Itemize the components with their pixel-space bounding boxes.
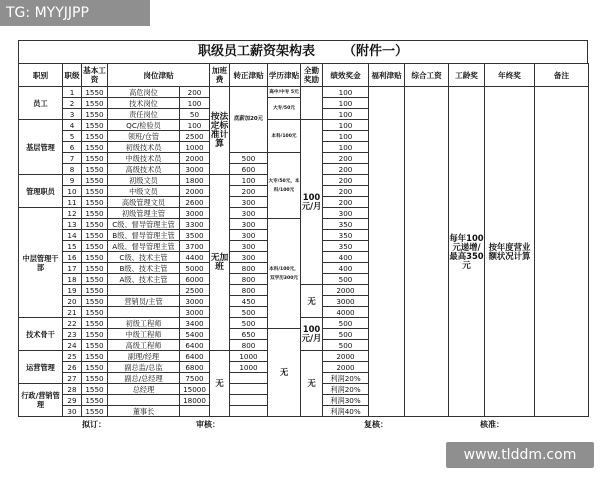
group-admin-sales: 行政/营销管理 (19, 384, 63, 417)
base-cell: 1550 (82, 395, 108, 406)
position-allowance-cell: 18000 (180, 395, 210, 406)
position-allowance-cell: 2500 (180, 285, 210, 296)
position-allowance-cell: 6800 (180, 362, 210, 373)
base-cell: 1550 (82, 164, 108, 175)
regular-allowance-cell: 800 (230, 263, 268, 274)
position-allowance-cell: 3500 (180, 230, 210, 241)
position-allowance-cell: 3000 (180, 208, 210, 219)
base-cell: 1550 (82, 109, 108, 120)
base-cell: 1550 (82, 142, 108, 153)
level-cell: 15 (63, 241, 82, 252)
performance-cell: 200 (323, 197, 369, 208)
level-cell: 27 (63, 373, 82, 384)
position-allowance-cell: 3300 (180, 219, 210, 230)
base-cell: 1550 (82, 340, 108, 351)
level-cell: 18 (63, 274, 82, 285)
position-allowance-cell: 3400 (180, 318, 210, 329)
reg-note: 底薪加20元 (230, 87, 268, 153)
position-allowance-cell: 3000 (180, 307, 210, 318)
position-cell: 初级工程师 (108, 318, 180, 329)
header-education-allowance: 学历津贴 (268, 64, 301, 87)
performance-cell: 100 (323, 131, 369, 142)
header-regular-allowance: 转正津贴 (230, 64, 268, 87)
performance-cell: 500 (323, 274, 369, 285)
position-cell: 中级技术员 (108, 153, 180, 164)
group-mid-mgmt: 中层管理干部 (19, 208, 63, 318)
level-cell: 2 (63, 98, 82, 109)
regular-allowance-cell: 500 (230, 153, 268, 164)
regular-allowance-cell: 300 (230, 252, 268, 263)
position-cell (108, 395, 180, 406)
base-cell: 1550 (82, 307, 108, 318)
base-cell: 1550 (82, 329, 108, 340)
base-cell: 1550 (82, 274, 108, 285)
header-row (19, 64, 589, 87)
regular-allowance-cell: 200 (230, 186, 268, 197)
performance-cell: 200 (323, 153, 369, 164)
performance-cell: 100 (323, 142, 369, 153)
regular-allowance-cell: 800 (230, 274, 268, 285)
performance-cell: 500 (323, 329, 369, 340)
position-allowance-cell: 5400 (180, 329, 210, 340)
level-cell: 29 (63, 395, 82, 406)
edu-1: 高中/中专 5元 (268, 87, 301, 98)
watermark-bottom: www.tlddm.com (446, 442, 594, 468)
position-cell: 中级工程师 (108, 329, 180, 340)
position-cell: B级、技术主管 (108, 263, 180, 274)
position-cell: 高危岗位 (108, 87, 180, 98)
position-cell: 高级工程师 (108, 340, 180, 351)
watermark-top: TG: MYYJJPP (0, 0, 150, 26)
edu-4: 大专/50元，本科/100元 (268, 153, 301, 219)
position-allowance-cell (180, 406, 210, 417)
header-rank: 职别 (19, 64, 63, 87)
position-allowance-cell: 6400 (180, 340, 210, 351)
position-cell: 领班/仓管 (108, 131, 180, 142)
level-cell: 19 (63, 285, 82, 296)
level-cell: 3 (63, 109, 82, 120)
header-total: 综合工资 (405, 64, 449, 87)
level-cell: 1 (63, 87, 82, 98)
level-cell: 16 (63, 252, 82, 263)
remark-col (535, 87, 589, 417)
performance-cell: 利润40% (323, 406, 369, 417)
position-allowance-cell: 3000 (180, 164, 210, 175)
position-cell: 副总/总经理 (108, 373, 180, 384)
welfare-col (369, 87, 405, 417)
position-cell: C级、督导管理主管 (108, 219, 180, 230)
level-cell: 11 (63, 197, 82, 208)
group-mgmt-clerk: 管理职员 (19, 175, 63, 208)
level-cell: 9 (63, 175, 82, 186)
performance-cell: 350 (323, 219, 369, 230)
seniority-col: 每年100元递增/最高350元 (449, 87, 485, 417)
signature-footer (18, 417, 588, 431)
att-2: 无 (301, 285, 323, 318)
group-staff: 员工 (19, 87, 63, 120)
position-allowance-cell: 1000 (180, 142, 210, 153)
base-cell: 1550 (82, 153, 108, 164)
header-annual: 年终奖 (485, 64, 535, 87)
position-cell: C级、技术主管 (108, 252, 180, 263)
level-cell: 12 (63, 208, 82, 219)
att-cell (301, 87, 323, 120)
level-cell: 14 (63, 230, 82, 241)
position-allowance-cell: 2600 (180, 197, 210, 208)
position-allowance-cell: 6000 (180, 274, 210, 285)
performance-cell: 利润30% (323, 395, 369, 406)
regular-allowance-cell (230, 373, 268, 384)
regular-allowance-cell: 300 (230, 197, 268, 208)
base-cell: 1550 (82, 241, 108, 252)
position-cell: 中级文员 (108, 186, 180, 197)
performance-cell: 350 (323, 241, 369, 252)
header-seniority: 工龄奖 (449, 64, 485, 87)
level-cell: 20 (63, 296, 82, 307)
att-4: 无 (301, 351, 323, 417)
group-grassroots: 基层管理 (19, 120, 63, 175)
edu-2: 大专/50元 (268, 98, 301, 120)
performance-cell: 350 (323, 230, 369, 241)
level-cell: 24 (63, 340, 82, 351)
performance-cell: 400 (323, 252, 369, 263)
performance-cell: 200 (323, 175, 369, 186)
regular-allowance-cell: 500 (230, 307, 268, 318)
position-cell: 高级管理文员 (108, 197, 180, 208)
position-cell: 高级技术员 (108, 164, 180, 175)
base-cell: 1550 (82, 230, 108, 241)
position-cell: A级、督导管理主管 (108, 241, 180, 252)
annual-col: 按年度营业额状况计算 (485, 87, 535, 417)
position-allowance-cell: 2000 (180, 153, 210, 164)
title-text: 职级员工薪资架构表 (197, 44, 315, 59)
base-cell: 1550 (82, 318, 108, 329)
sheet-title (18, 40, 588, 63)
footer-approved: 核准： (480, 420, 504, 429)
base-cell: 1550 (82, 384, 108, 395)
regular-allowance-cell: 1000 (230, 362, 268, 373)
regular-allowance-cell (230, 406, 268, 417)
overtime-top: 按法定标准计算 (210, 87, 230, 175)
performance-cell: 300 (323, 208, 369, 219)
level-cell: 21 (63, 307, 82, 318)
base-cell: 1550 (82, 120, 108, 131)
performance-cell: 500 (323, 318, 369, 329)
position-cell: 初级技术员 (108, 142, 180, 153)
base-cell: 1550 (82, 285, 108, 296)
performance-cell: 100 (323, 120, 369, 131)
regular-allowance-cell: 1000 (230, 351, 268, 362)
position-allowance-cell: 3700 (180, 241, 210, 252)
base-cell: 1550 (82, 131, 108, 142)
position-cell: B级、督导管理主管 (108, 230, 180, 241)
performance-cell: 100 (323, 87, 369, 98)
level-cell: 26 (63, 362, 82, 373)
total-col (405, 87, 449, 417)
edu-5: 本科/100元，双学历300元 (268, 219, 301, 329)
header-welfare: 福利津贴 (369, 64, 405, 87)
position-allowance-cell: 6400 (180, 351, 210, 362)
header-attendance-bonus: 全勤奖励 (301, 64, 323, 87)
base-cell: 1550 (82, 373, 108, 384)
position-cell: 技术岗位 (108, 98, 180, 109)
footer-rechecked: 复核： (364, 420, 388, 429)
level-cell: 17 (63, 263, 82, 274)
performance-cell: 500 (323, 340, 369, 351)
position-allowance-cell: 100 (180, 98, 210, 109)
header-level: 职级 (63, 64, 82, 87)
base-cell: 1550 (82, 296, 108, 307)
base-cell: 1550 (82, 362, 108, 373)
performance-cell: 100 (323, 109, 369, 120)
overtime-mid: 无加班 (210, 175, 230, 351)
base-cell: 1550 (82, 351, 108, 362)
performance-cell: 利润20% (323, 384, 369, 395)
position-cell: 副总监/总监 (108, 362, 180, 373)
position-allowance-cell: 15000 (180, 384, 210, 395)
level-cell: 30 (63, 406, 82, 417)
level-cell: 6 (63, 142, 82, 153)
position-cell: A级、技术主管 (108, 274, 180, 285)
base-cell: 1550 (82, 87, 108, 98)
regular-allowance-cell (230, 395, 268, 406)
position-allowance-cell: 7500 (180, 373, 210, 384)
performance-cell: 200 (323, 186, 369, 197)
header-position-allowance: 岗位津贴 (108, 64, 210, 87)
performance-cell: 200 (323, 164, 369, 175)
salary-sheet (18, 40, 588, 431)
salary-table (18, 63, 589, 417)
performance-cell: 2000 (323, 351, 369, 362)
base-cell: 1550 (82, 197, 108, 208)
position-cell (108, 307, 180, 318)
regular-allowance-cell: 450 (230, 296, 268, 307)
position-cell: 初级管理主管 (108, 208, 180, 219)
position-allowance-cell: 2000 (180, 186, 210, 197)
base-cell: 1550 (82, 219, 108, 230)
position-cell: 总经理 (108, 384, 180, 395)
footer-prepared: 拟订： (82, 420, 106, 429)
base-cell: 1550 (82, 208, 108, 219)
position-allowance-cell: 200 (180, 87, 210, 98)
base-cell: 1550 (82, 98, 108, 109)
base-cell: 1550 (82, 186, 108, 197)
base-cell: 1550 (82, 406, 108, 417)
regular-allowance-cell: 300 (230, 219, 268, 230)
att-1: 100元/月 (301, 120, 323, 285)
header-remark: 备注 (535, 64, 589, 87)
regular-allowance-cell: 300 (230, 208, 268, 219)
level-cell: 28 (63, 384, 82, 395)
base-cell: 1550 (82, 175, 108, 186)
level-cell: 25 (63, 351, 82, 362)
level-cell: 5 (63, 131, 82, 142)
position-cell: 初级文员 (108, 175, 180, 186)
base-cell: 1550 (82, 263, 108, 274)
regular-allowance-cell: 800 (230, 285, 268, 296)
overtime-bottom: 无 (210, 351, 230, 417)
header-base: 基本工资 (82, 64, 108, 87)
position-cell: 董事长 (108, 406, 180, 417)
position-cell: 营销员/主管 (108, 296, 180, 307)
regular-allowance-cell (230, 384, 268, 395)
level-cell: 10 (63, 186, 82, 197)
att-3: 100元/月 (301, 318, 323, 351)
performance-cell: 2000 (323, 362, 369, 373)
group-ops: 运营管理 (19, 351, 63, 384)
regular-allowance-cell: 300 (230, 230, 268, 241)
edu-6: 无 (268, 329, 301, 417)
level-cell: 22 (63, 318, 82, 329)
regular-allowance-cell: 650 (230, 329, 268, 340)
level-cell: 13 (63, 219, 82, 230)
performance-cell: 3000 (323, 296, 369, 307)
regular-allowance-cell: 800 (230, 340, 268, 351)
position-allowance-cell: 5000 (180, 263, 210, 274)
regular-allowance-cell: 100 (230, 175, 268, 186)
regular-allowance-cell: 600 (230, 164, 268, 175)
position-allowance-cell: 100 (180, 120, 210, 131)
performance-cell: 4000 (323, 307, 369, 318)
regular-allowance-cell: 300 (230, 241, 268, 252)
level-cell: 7 (63, 153, 82, 164)
position-allowance-cell: 1800 (180, 175, 210, 186)
position-cell: 责任岗位 (108, 109, 180, 120)
level-cell: 8 (63, 164, 82, 175)
performance-cell: 利润20% (323, 373, 369, 384)
group-tech: 技术骨干 (19, 318, 63, 351)
position-allowance-cell: 4400 (180, 252, 210, 263)
footer-reviewed: 审核： (196, 420, 220, 429)
header-performance: 绩效奖金 (323, 64, 369, 87)
position-allowance-cell: 3000 (180, 296, 210, 307)
position-cell: QC/检验员 (108, 120, 180, 131)
level-cell: 4 (63, 120, 82, 131)
performance-cell: 2000 (323, 285, 369, 296)
edu-3: 本科/100元 (268, 120, 301, 153)
position-allowance-cell: 50 (180, 109, 210, 120)
level-cell: 23 (63, 329, 82, 340)
position-cell (108, 285, 180, 296)
position-allowance-cell: 2500 (180, 131, 210, 142)
performance-cell: 400 (323, 263, 369, 274)
performance-cell: 100 (323, 98, 369, 109)
base-cell: 1550 (82, 252, 108, 263)
table-row (19, 87, 589, 98)
regular-allowance-cell: 500 (230, 318, 268, 329)
position-cell: 副理/经理 (108, 351, 180, 362)
header-overtime: 加班费 (210, 64, 230, 87)
title-subtitle: （附件一） (343, 44, 409, 59)
